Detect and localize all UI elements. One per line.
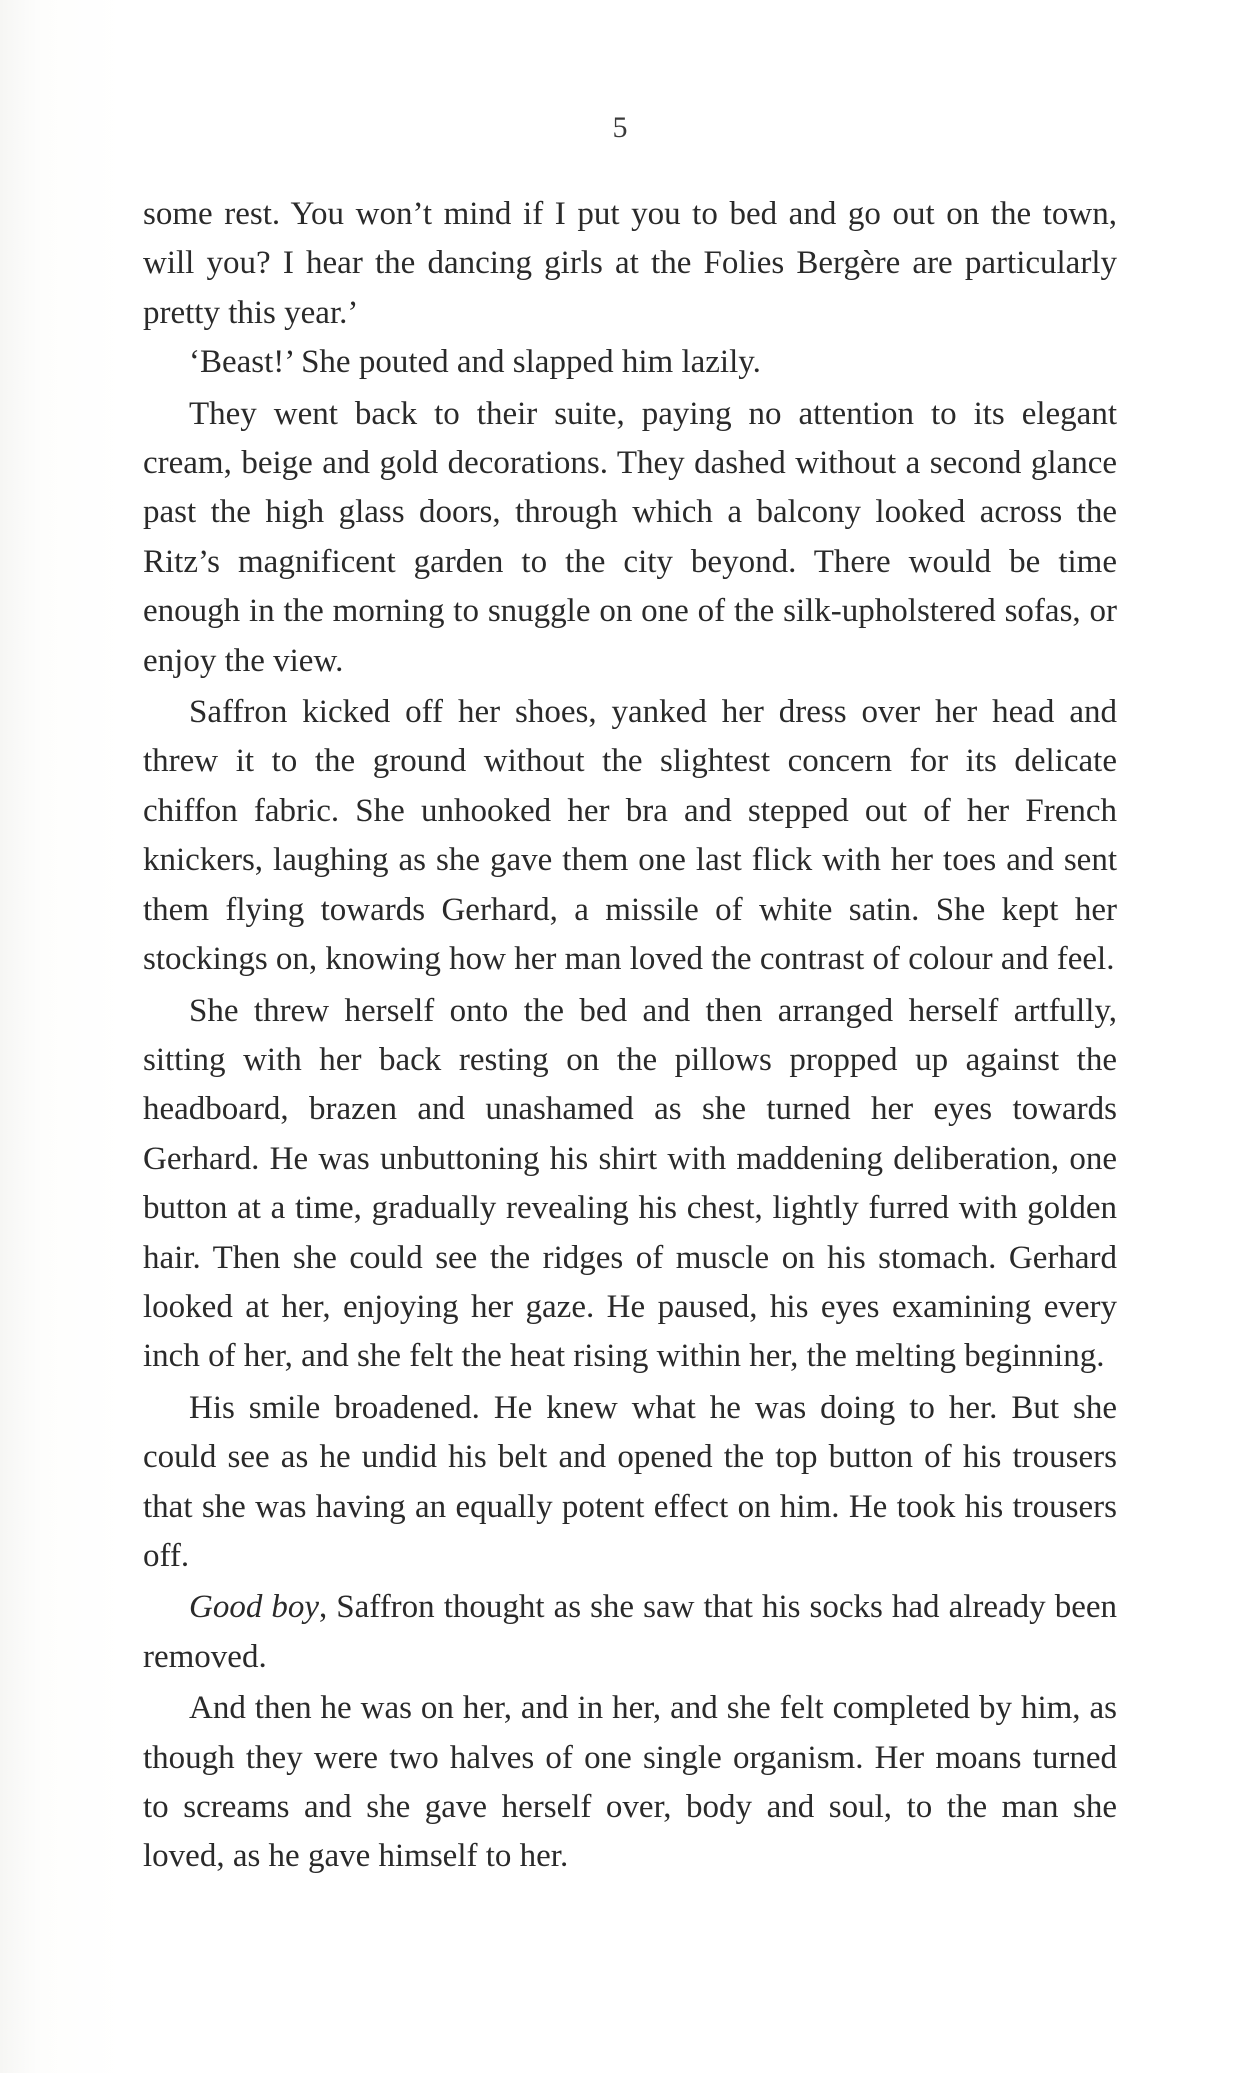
body-text [143, 190, 1117, 1882]
paragraph-continuation: some rest. You won’t mind if I put you to bed and go out on the town, will you? I hear the dancing girls at the Folies Bergère are particularly pretty this year.’ [143, 196, 1117, 331]
paragraph-final: And then he was on her, and in her, and she felt completed by him, as though they were two halves of one single organism. Her moans turned to screams and she gave herself over, body and soul, to the man she loved, as he gave himself to her. [143, 1690, 1117, 1875]
page-number: 5 [612, 111, 628, 144]
paragraph-suite: They went back to their suite, paying no attention to its elegant cream, beige and gold decorations. They dashed without a second glance past the high glass doors, through which a balcony looked across the Ritz’s magnificent garden to the city beyond. There would be time enough in the morning to snuggle on one of the silk-upholstered sofas, or enjoy the view. [143, 395, 1117, 679]
paragraph-bed: She threw herself onto the bed and then arranged herself artfully, sitting with her back resting on the pillows propped up against the headboard, brazen and unashamed as she turned her eyes towards Gerhard. He was unbuttoning his shirt with maddening deliberation, one button at a time, gradually revealing his chest, lightly furred with golden hair. Then she could see the ridges of muscle on his stomach. Gerhard looked at her, enjoying her gaze. He paused, his eyes examining every inch of her, and she felt the heat rising within her, the melting beginning. [143, 992, 1117, 1375]
italic-phrase: Good boy [189, 1589, 320, 1626]
paragraph-good-boy-text: , Saffron thought as she saw that his socks had already been removed. [143, 1589, 1117, 1675]
paragraph-beast: ‘Beast!’ She pouted and slapped him lazily. [189, 344, 761, 381]
paragraph-good-boy [143, 1583, 1117, 1682]
paragraph-smile: His smile broadened. He knew what he was doing to her. But she could see as he undid his belt and opened the top button of his trousers that she was having an equally potent effect on him. He took his trousers off. [143, 1389, 1117, 1574]
paragraph-saffron-undress: Saffron kicked off her shoes, yanked her dress over her head and threw it to the ground without the slightest concern for its delicate chiffon fabric. She unhooked her bra and stepped out of her French knickers, laughing as she gave them one last flick with her toes and sent them flying towards Gerhard, a missile of white satin. She kept her stockings on, knowing how her man loved the contrast of colour and feel. [143, 694, 1117, 978]
